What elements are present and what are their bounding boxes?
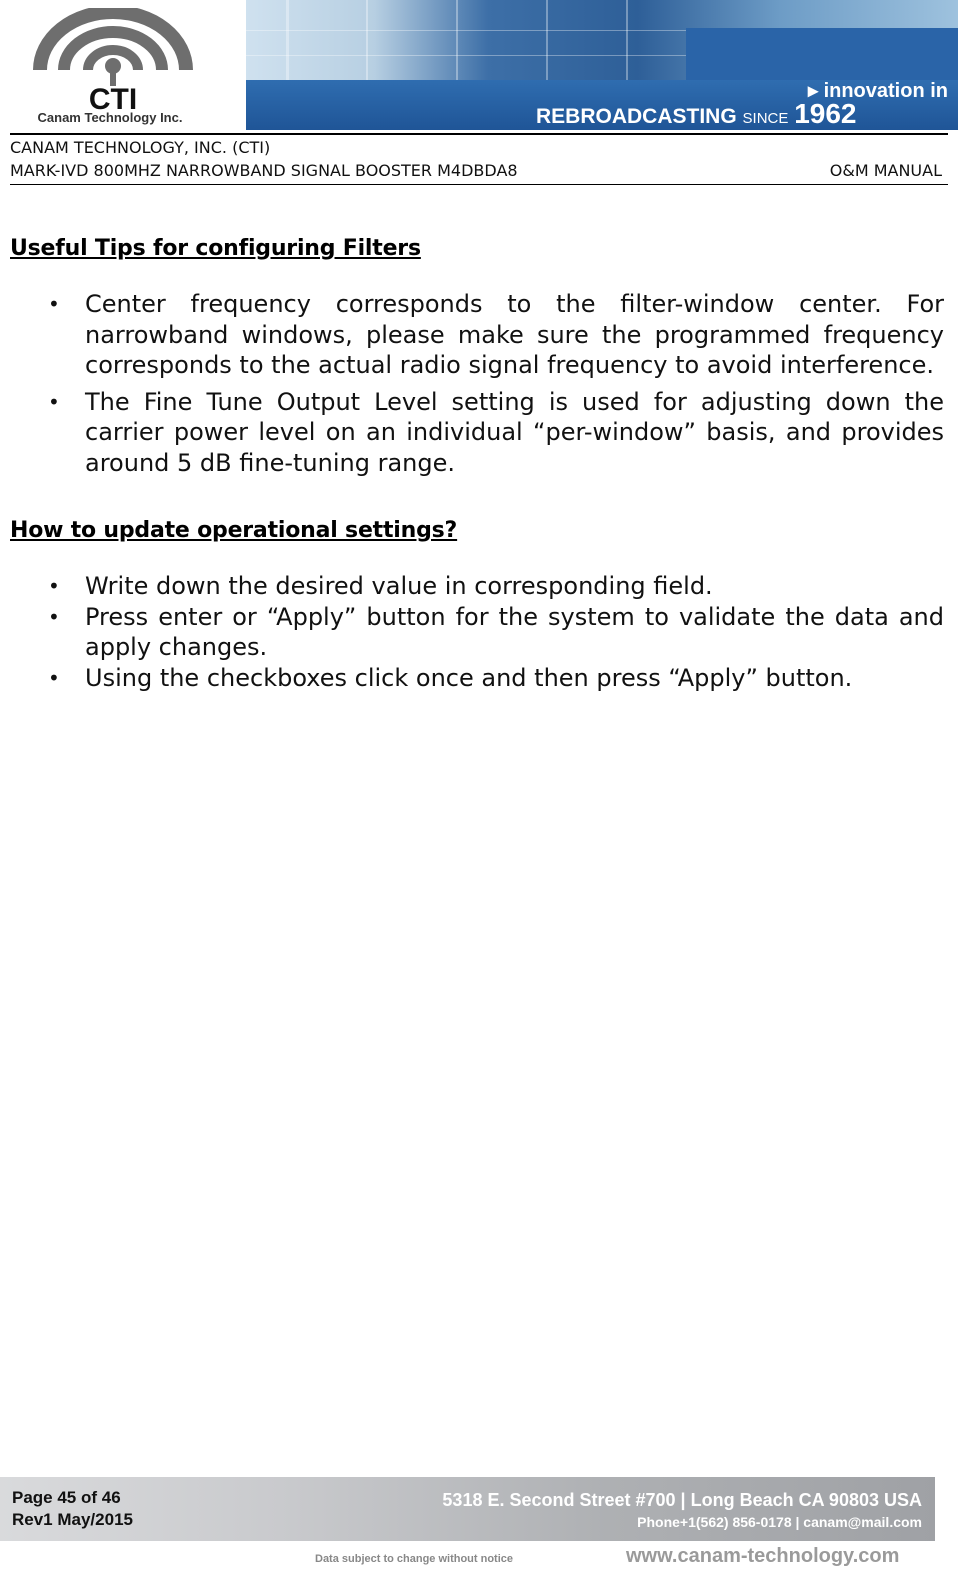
tagline-since: SINCE [742,110,789,127]
contact-info: Phone+1(562) 856-0178 | canam@mail.com [637,1514,922,1530]
list-item: • Center frequency corresponds to the filter-window center. For narrowband windows, please make sure the programmed frequency corresponds to the actual radio signal frequency to avoid interference. [48,290,944,379]
section-filter-tips [10,236,944,478]
bullet-icon: • [48,389,60,414]
tagline-year: 1962 [794,98,857,129]
page-content [10,236,944,693]
tagline-innovation: ▸ innovation in [807,80,948,102]
company-address [442,1489,922,1533]
tagline-rebroadcasting-word: REBROADCASTING [536,105,737,128]
list-item: • Press enter or “Apply” button for the system to validate the data and apply changes. [48,602,944,661]
company-logo [10,2,240,130]
page-header [0,0,960,180]
product-name: MARK-IVD 800MHZ NARROWBAND SIGNAL BOOSTER M4DBDA8 [10,161,518,180]
bullet-icon: • [48,604,60,629]
logo-subtitle: Canam Technology Inc. [37,110,183,125]
website-link[interactable]: www.canam-technology.com [626,1545,900,1567]
header-divider-bottom [10,184,948,185]
header-banner-image [246,0,958,130]
bullet-icon: • [48,665,60,690]
page-number: Page 45 of 46 [12,1488,121,1507]
document-type: O&M MANUAL [829,161,942,180]
section-title: How to update operational settings? [10,518,458,543]
list-item: • Using the checkboxes click once and then press “Apply” button. [48,663,853,692]
section-title: Useful Tips for configuring Filters [10,236,421,261]
page-info [12,1487,133,1531]
cti-logo-icon [28,8,198,112]
change-notice: Data subject to change without notice [315,1553,514,1565]
street-address: 5318 E. Second Street #700 | Long Beach CA 90803 USA [442,1490,922,1510]
bullet-list [10,571,944,693]
bullet-icon: • [48,574,60,598]
header-product-line [10,161,942,180]
revision: Rev1 May/2015 [12,1510,133,1529]
company-name: CANAM TECHNOLOGY, INC. (CTI) [10,138,271,157]
bullet-list [10,289,944,478]
section-update-settings [10,518,944,693]
bullet-icon: • [48,292,60,316]
list-item: • Write down the desired value in corresponding field. [48,572,713,600]
list-item: • The Fine Tune Output Level setting is used for adjusting down the carrier power level on an individual “per-window” basis, and provides around 5 dB fine-tuning range. [48,387,944,477]
header-divider-top [10,133,948,135]
svg-text:CTI: CTI [88,83,138,112]
tagline-rebroadcasting [536,98,857,130]
